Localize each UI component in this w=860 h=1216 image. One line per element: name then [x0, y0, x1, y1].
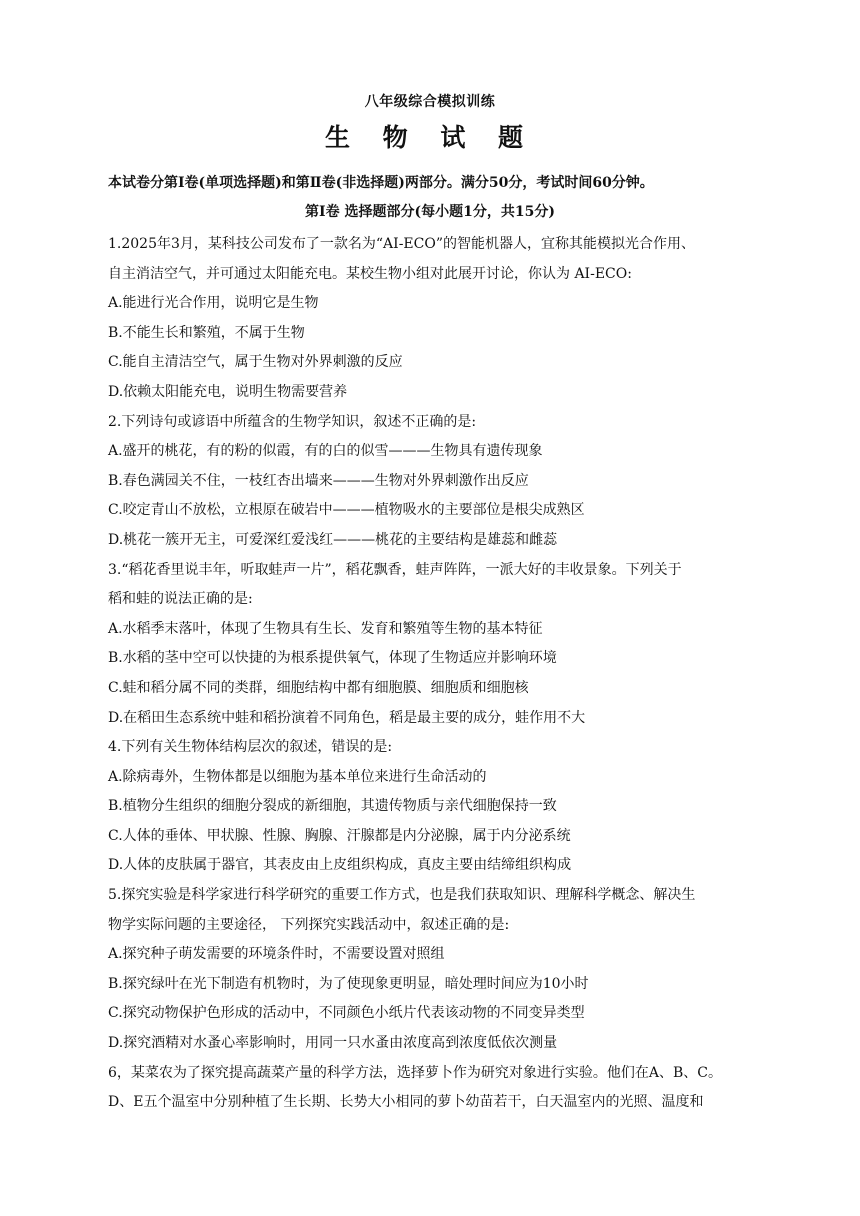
option-line: B.春色满园关不住，一枝红杏出墙来———生物对外界刺激作出反应 — [108, 472, 529, 489]
option-line: D.人体的皮肤属于器官，其表皮由上皮组织构成，真皮主要由结缔组织构成 — [108, 857, 572, 874]
question-body — [108, 230, 773, 1118]
option-line: C.人体的垂体、甲状腺、性腺、胸腺、汗腺都是内分泌腺，属于内分泌系统 — [108, 827, 571, 844]
text-line: 1.2025年3月，某科技公司发布了一款名为“AI-ECO”的智能机器人，宜称其能模拟光合作用、 — [108, 236, 695, 252]
option-line: A.探究种子萌发需要的环境条件时，不需要设置对照组 — [108, 946, 445, 963]
option-line: D.探究酒精对水蚤心率影响时，用同一只水蚤由浓度高到浓度低依次测量 — [108, 1035, 558, 1052]
text-line: D、E五个温室中分别种植了生长期、长势大小相同的萝卜幼苗若干，白天温室内的光照、温度和 — [108, 1094, 704, 1111]
option-line: A.能进行光合作用，说明它是生物 — [108, 295, 319, 312]
option-line: B.植物分生组织的细胞分裂成的新细胞，其遗传物质与亲代细胞保持一致 — [108, 798, 557, 815]
option-line: A.除病毒外，生物体都是以细胞为基本单位来进行生命活动的 — [108, 768, 487, 785]
option-line: C.探究动物保护色形成的活动中，不同颜色小纸片代表该动物的不同变异类型 — [108, 1005, 585, 1022]
option-line: B.不能生长和繁殖，不属于生物 — [108, 324, 305, 341]
text-line: 2.下列诗句或谚语中所蕴含的生物学知识，叙述不正确的是: — [108, 413, 477, 430]
text-line: 物学实际问题的主要途径， 下列探究实践活动中，叙述正确的是: — [108, 916, 510, 933]
exam-subtitle: 八年级综合模拟训练 — [364, 94, 496, 110]
text-line: 6，某菜农为了探究提高蔬菜产量的科学方法，选择萝卜作为研究对象进行实验。他们在A、B、C。 — [108, 1064, 723, 1081]
option-line: D.桃花一簇开无主，可爱深红爱浅红———桃花的主要结构是雄蕊和雌蕊 — [108, 531, 558, 548]
option-line: A.盛开的桃花，有的粉的似霞，有的白的似雪———生物具有遗传现象 — [108, 443, 543, 460]
text-line: 3.“稻花香里说丰年，听取蛙声一片”，稻花飘香，蛙声阵阵，一派大好的丰收景象。下列关于 — [108, 561, 682, 578]
text-line: 4.下列有关生物体结构层次的叙述，错误的是: — [108, 739, 393, 756]
text-line: 稻和蛙的说法正确的是: — [108, 591, 253, 608]
option-line: D.在稻田生态系统中蛙和稻扮演着不同角色，稻是最主要的成分，蛙作用不大 — [108, 709, 586, 726]
option-line: B.水稻的茎中空可以快捷的为根系提供氧气，体现了生物适应并影响环境 — [108, 650, 557, 667]
option-line: A.水稻季末落叶，体现了生物具有生长、发育和繁殖等生物的基本特征 — [108, 620, 543, 637]
section-heading: 第Ⅰ卷 选择题部分(每小题1分，共15分) — [305, 204, 555, 220]
text-line: 自主消洁空气，并可通过太阳能充电。某校生物小组对此展开讨论，你认为 AI-ECO: — [108, 265, 632, 282]
option-line: B.探究绿叶在光下制造有机物时，为了使现象更明显，暗处理时间应为10小时 — [108, 975, 589, 992]
exam-title: 生 物 试 题 — [324, 123, 536, 152]
text-line: 5.探究实验是科学家进行科学研究的重要工作方式，也是我们获取知识、理解科学概念、解决生 — [108, 887, 696, 904]
option-line: D.依赖太阳能充电，说明生物需要营养 — [108, 383, 348, 400]
option-line: C.能自主清洁空气，属于生物对外界刺激的反应 — [108, 354, 403, 371]
option-line: C.蛙和稻分属不同的类群，细胞结构中都有细胞膜、细胞质和细胞核 — [108, 679, 529, 696]
exam-instructions: 本试卷分第Ⅰ卷(单项选择题)和第Ⅱ卷(非选择题)两部分。满分50分，考试时间60分钟。 — [108, 175, 654, 191]
option-line: C.咬定青山不放松，立根原在破岩中———植物吸水的主要部位是根尖成熟区 — [108, 502, 585, 519]
